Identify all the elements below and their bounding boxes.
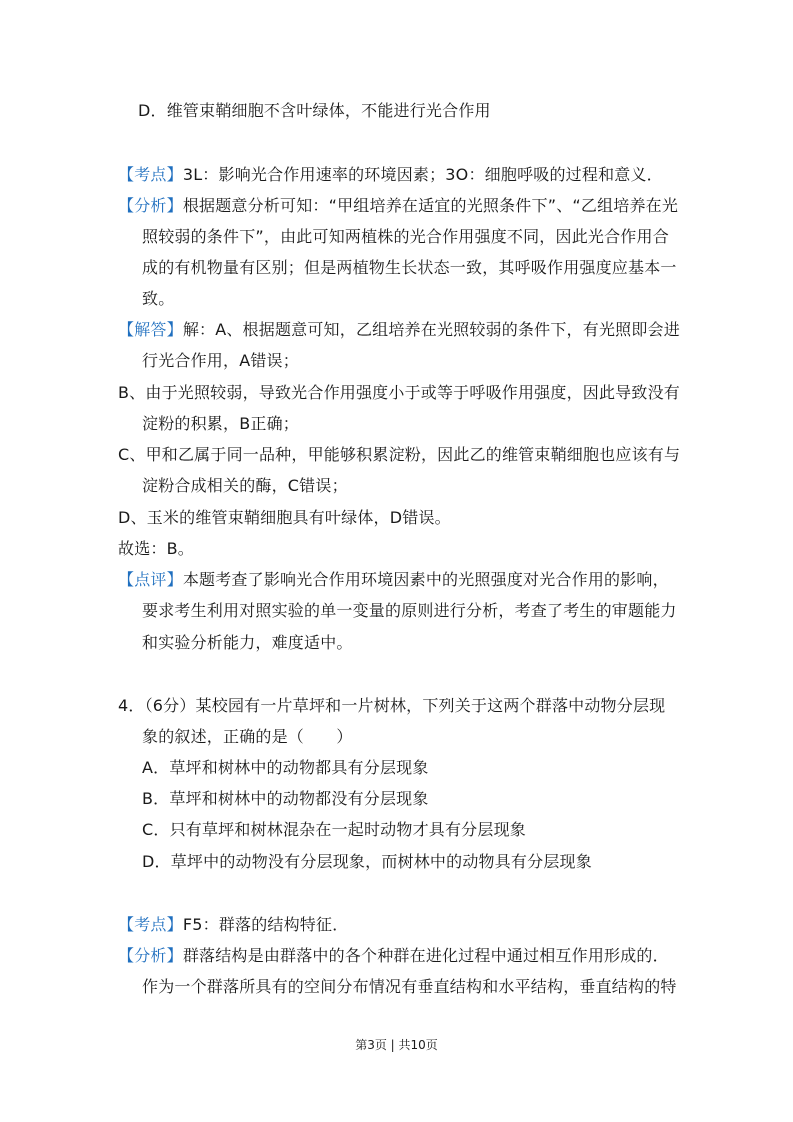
option-c: C．只有草坪和树林混杂在一起时动物才具有分层现象 [142,820,526,839]
kaodian-text: 3L：影响光合作用速率的环境因素；3O：细胞呼吸的过程和意义． [182,165,663,184]
kaodian-tag: 【考点】 [118,165,183,184]
kaodian-text: F5：群落的结构特征． [182,915,349,934]
fenxi-line [118,946,669,966]
text-line: 行光合作用，A错误； [142,351,299,370]
dianping-text: 本题考查了影响光合作用环境因素中的光照强度对光合作用的影响， [182,570,669,589]
fenxi-text: 根据题意分析可知：“甲组培养在适宜的光照条件下”、“乙组培养在光 [182,196,679,215]
question-4-line: 象的叙述，正确的是（ ） [142,727,353,746]
text-line: C、甲和乙属于同一品种，甲能够积累淀粉，因此乙的维管束鞘细胞也应该有与 [118,445,681,464]
option-b: B．草坪和树林中的动物都没有分层现象 [142,789,429,808]
dianping-line [118,570,669,590]
dianping-tag: 【点评】 [118,570,183,589]
jieda-text: 解：A、根据题意可知，乙组培养在光照较弱的条件下，有光照即会进 [182,320,680,339]
fenxi-tag: 【分析】 [118,946,183,965]
jieda-tag: 【解答】 [118,320,183,339]
fenxi-tag: 【分析】 [118,196,183,215]
text-line: 照较弱的条件下”，由此可知两植株的光合作用强度不同，因此光合作用合 [142,227,669,246]
answer-line: 故选：B。 [118,539,194,558]
text-line: 致。 [142,289,175,308]
fenxi-text: 群落结构是由群落中的各个种群在进化过程中通过相互作用形成的． [182,946,669,965]
page-footer: 第3页 | 共10页 [355,1038,438,1052]
text-line: 作为一个群落所具有的空间分布情况有垂直结构和水平结构，垂直结构的特 [142,977,677,996]
option-a: A．草坪和树林中的动物都具有分层现象 [142,758,429,777]
text-line: 成的有机物量有区别；但是两植物生长状态一致，其呼吸作用强度应基本一 [142,258,677,277]
text-line: 淀粉合成相关的酶，C错误； [142,476,348,495]
question-4-line: 4．（6分）某校园有一片草坪和一片树林，下列关于这两个群落中动物分层现 [118,696,666,715]
kaodian-line [118,165,663,185]
fenxi-line [118,196,678,216]
kaodian-tag: 【考点】 [118,915,183,934]
text-line: B、由于光照较弱，导致光合作用强度小于或等于呼吸作用强度，因此导致没有 [118,383,680,402]
text-line: D、玉米的维管束鞘细胞具有叶绿体，D错误。 [118,508,451,527]
kaodian-line [118,915,348,935]
text-line: 要求考生利用对照实验的单一变量的原则进行分析，考查了考生的审题能力 [142,601,677,620]
text-line: 和实验分析能力，难度适中。 [142,633,353,652]
text-line: 淀粉的积累，B正确； [142,414,299,433]
option-d: D．草坪中的动物没有分层现象，而树林中的动物具有分层现象 [142,852,592,871]
option-d-line: D．维管束鞘细胞不含叶绿体，不能进行光合作用 [138,101,491,120]
jieda-line [118,320,680,340]
